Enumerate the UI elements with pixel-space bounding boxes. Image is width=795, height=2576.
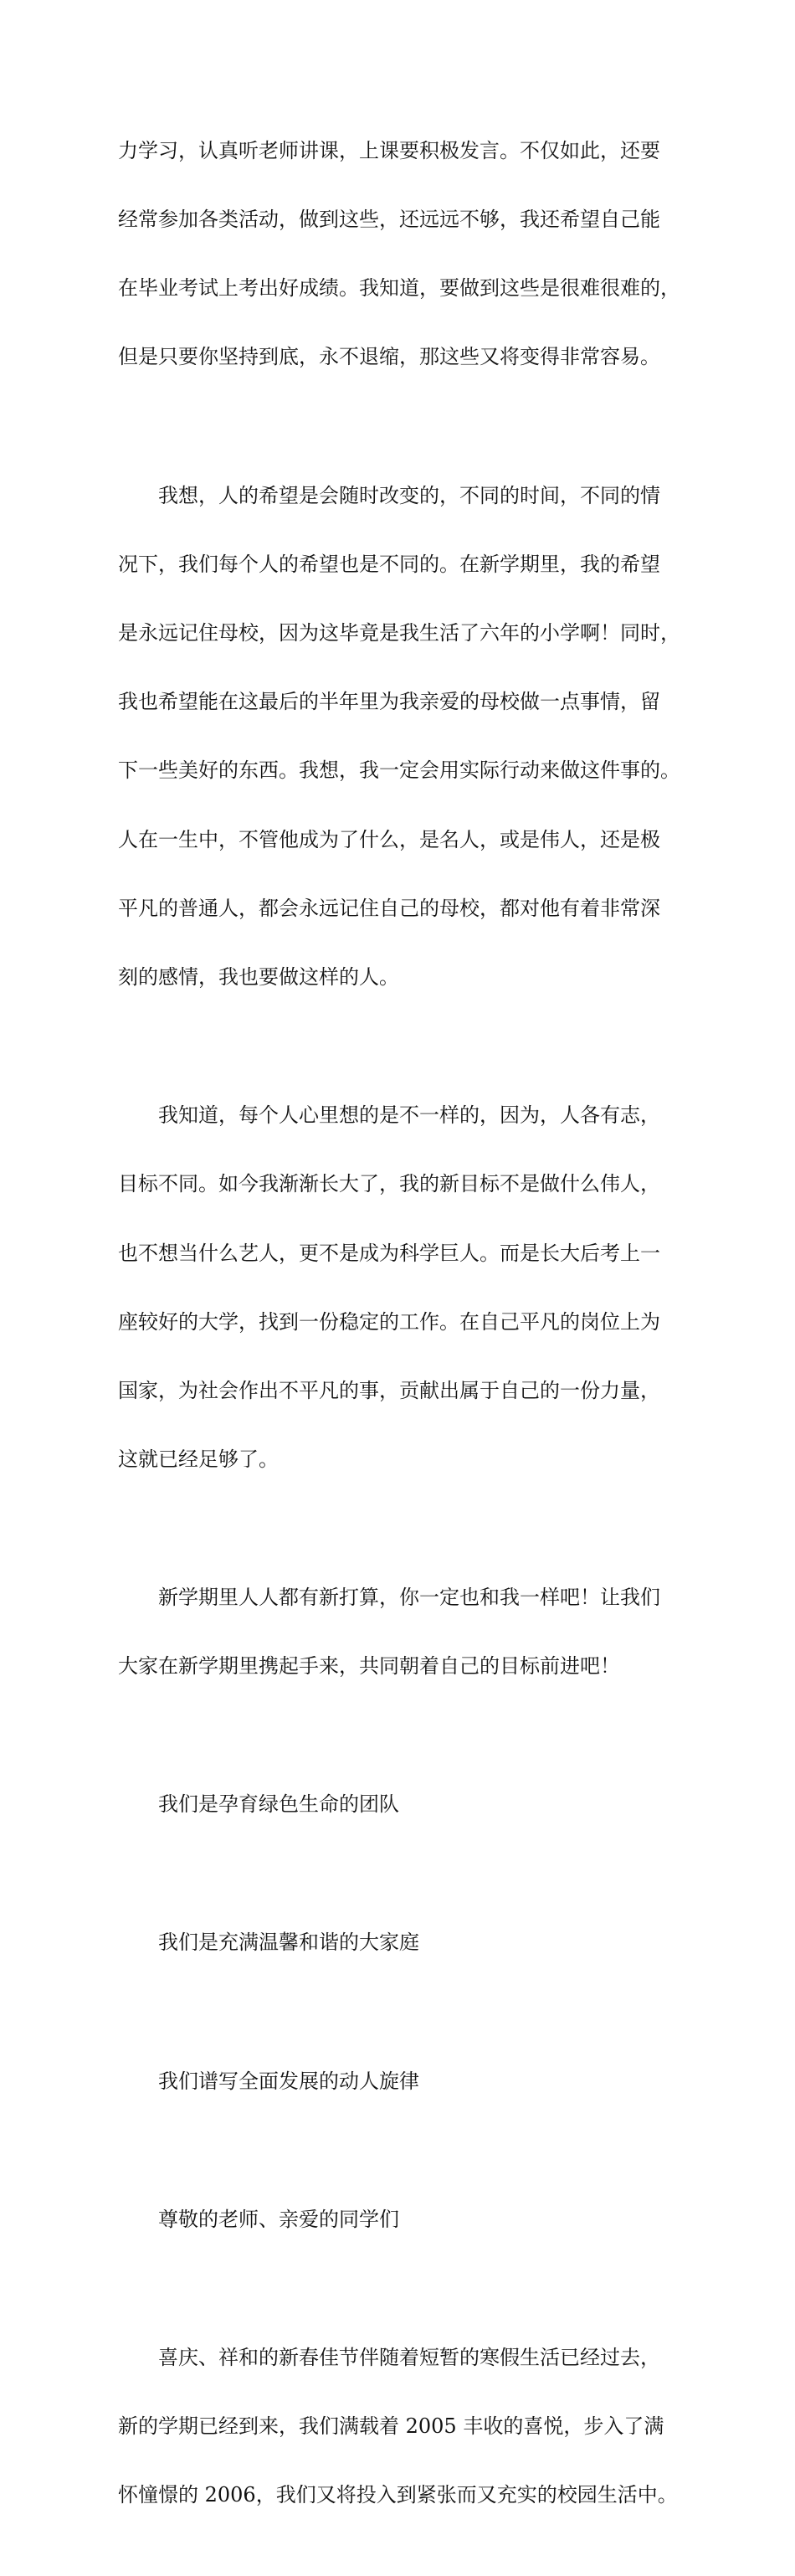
paragraph-7 bbox=[118, 2024, 680, 2139]
text-line: 大家在新学期里携起手来，共同朝着自己的目标前进吧！ bbox=[118, 1654, 620, 1679]
text-line: 我也希望能在这最后的半年里为我亲爱的母校做一点事情，留 bbox=[118, 690, 660, 714]
text-line: 也不想当什么艺人，更不是成为科学巨人。而是长大后考上一 bbox=[118, 1241, 660, 1265]
paragraph-5 bbox=[118, 1748, 680, 1863]
paragraph-2 bbox=[118, 439, 680, 1036]
text-line: 怀憧憬的 2006，我们又将投入到紧张而又充实的校园生活中。 bbox=[118, 2483, 678, 2507]
text-line: 下一些美好的东西。我想，我一定会用实际行动来做这件事的。 bbox=[118, 758, 680, 783]
text-line: 平凡的普通人，都会永远记住自己的母校，都对他有着非常深 bbox=[118, 896, 660, 920]
text-line: 刻的感情，我也要做这样的人。 bbox=[118, 965, 399, 990]
text-line: 是永远记住母校，因为这毕竟是我生活了六年的小学啊！同时， bbox=[118, 620, 680, 645]
paragraph-9 bbox=[118, 2301, 680, 2553]
paragraph-6 bbox=[118, 1886, 680, 2001]
text-line: 在毕业考试上考出好成绩。我知道，要做到这些是很难很难的， bbox=[118, 276, 680, 301]
text-line: 力学习，认真听老师讲课，上课要积极发言。不仅如此，还要 bbox=[118, 138, 660, 162]
text-line: 尊敬的老师、亲爱的同学们 bbox=[158, 2207, 399, 2231]
paragraph-1 bbox=[118, 94, 680, 415]
text-line: 经常参加各类活动，做到这些，还远远不够，我还希望自己能 bbox=[118, 208, 660, 232]
text-line: 座较好的大学，找到一份稳定的工作。在自己平凡的岗位上为 bbox=[118, 1309, 660, 1334]
text-line: 况下，我们每个人的希望也是不同的。在新学期里，我的希望 bbox=[118, 552, 660, 576]
text-line: 人在一生中，不管他成为了什么，是名人，或是伟人，还是极 bbox=[118, 827, 660, 851]
text-line: 新的学期已经到来，我们满载着 2005 丰收的喜悦，步入了满 bbox=[118, 2414, 664, 2438]
text-line: 国家，为社会作出不平凡的事，贡献出属于自己的一份力量， bbox=[118, 1378, 660, 1402]
text-line: 这就已经足够了。 bbox=[118, 1447, 279, 1472]
paragraph-4 bbox=[118, 1540, 680, 1724]
text-line: 我想，人的希望是会随时改变的，不同的时间，不同的情 bbox=[158, 483, 660, 507]
document-page bbox=[118, 94, 680, 2576]
text-line: 但是只要你坚持到底，永不退缩，那这些又将变得非常容易。 bbox=[118, 345, 660, 369]
text-line: 目标不同。如今我渐渐长大了，我的新目标不是做什么伟人， bbox=[118, 1172, 660, 1196]
text-line: 我知道，每个人心里想的是不一样的，因为，人各有志， bbox=[158, 1103, 660, 1128]
paragraph-8 bbox=[118, 2162, 680, 2277]
text-line: 我们是孕育绿色生命的团队 bbox=[158, 1792, 399, 1817]
paragraph-3 bbox=[118, 1058, 680, 1517]
text-line: 新学期里人人都有新打算，你一定也和我一样吧！让我们 bbox=[158, 1586, 660, 1610]
text-line: 我们谱写全面发展的动人旋律 bbox=[158, 2069, 419, 2093]
text-line: 我们是充满温馨和谐的大家庭 bbox=[158, 1931, 419, 1955]
text-line: 喜庆、祥和的新春佳节伴随着短暂的寒假生活已经过去， bbox=[158, 2345, 660, 2369]
